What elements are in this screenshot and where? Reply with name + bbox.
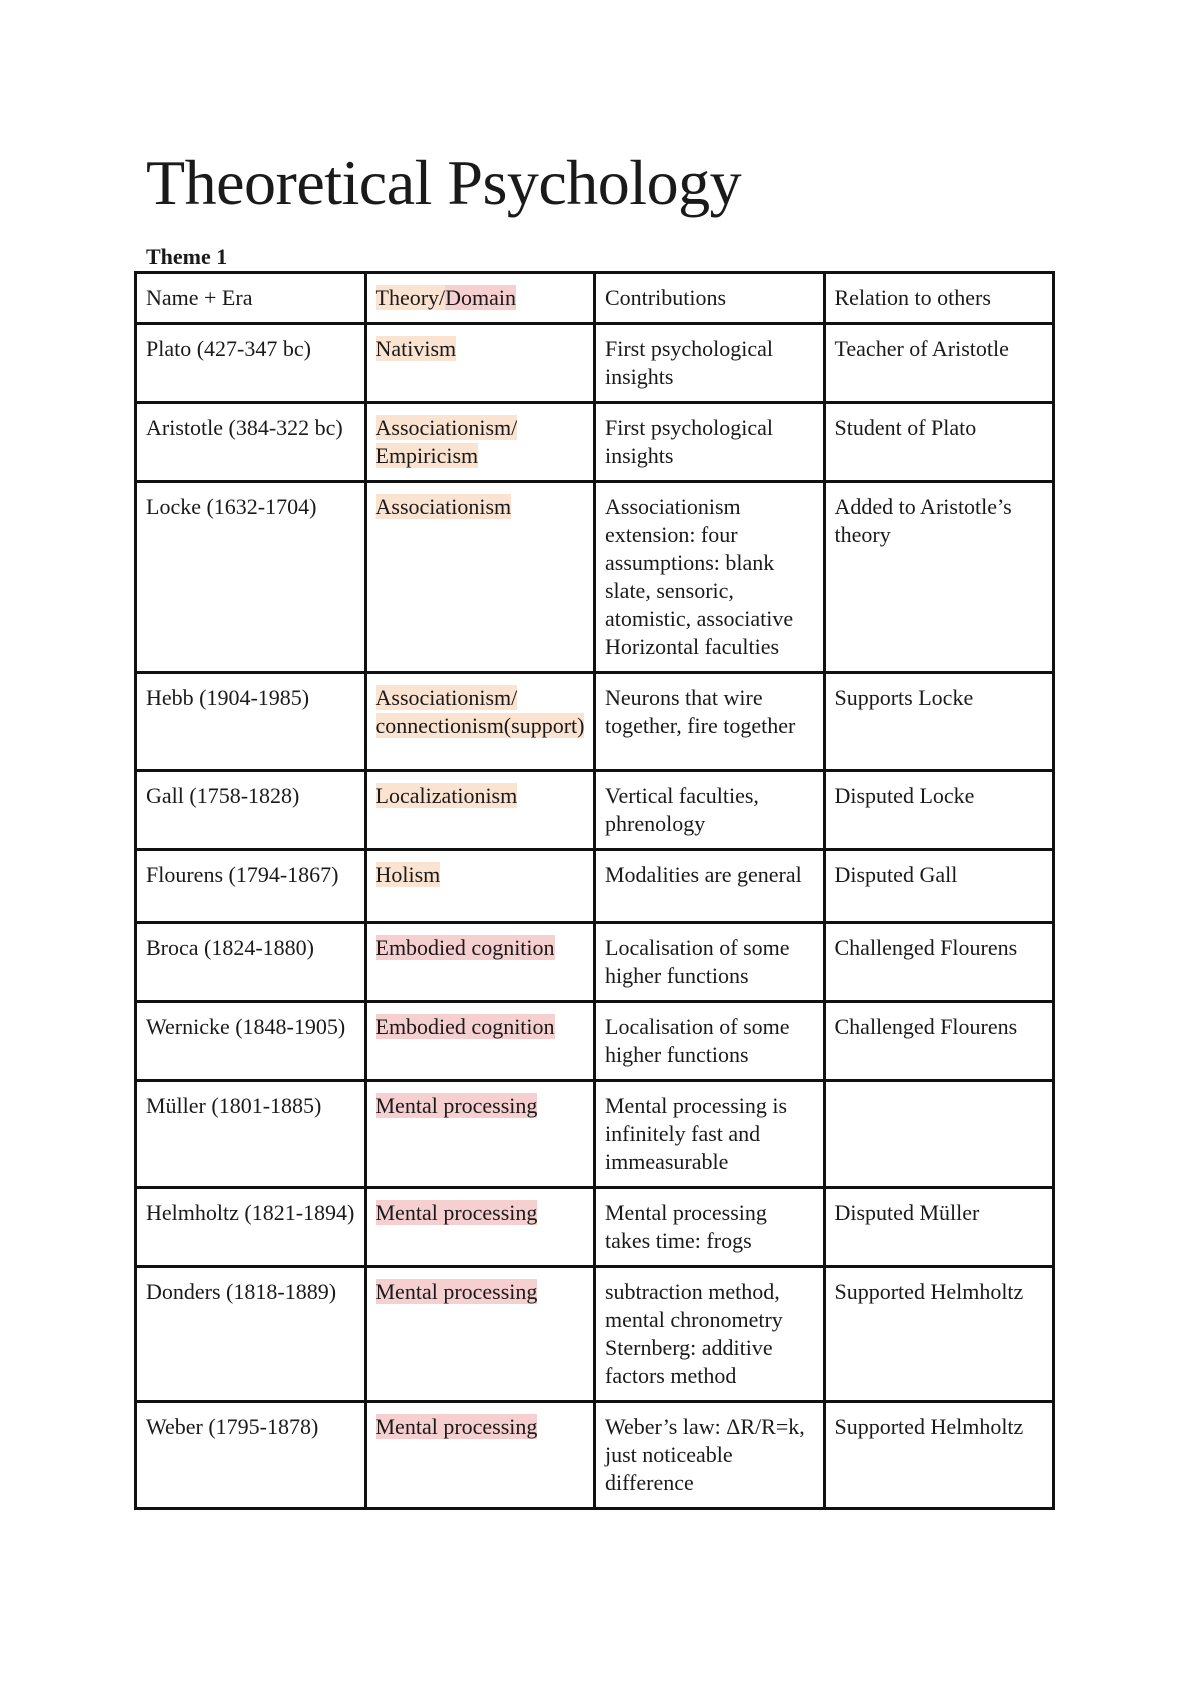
theory-highlight: Mental processing (375, 1279, 538, 1304)
table-row (136, 1081, 1054, 1188)
header-theory-highlight: Theory/ (375, 285, 446, 310)
cell-theory (365, 850, 595, 923)
cell-contributions: Mental processing takes time: frogs (595, 1188, 825, 1267)
cell-relation (824, 1081, 1054, 1188)
cell-theory (365, 771, 595, 850)
cell-name: Donders (1818-1889) (136, 1267, 366, 1402)
cell-theory (365, 1081, 595, 1188)
theory-highlight: Embodied cognition (375, 935, 555, 960)
table-header-row (136, 273, 1054, 324)
cell-contributions: Modalities are general (595, 850, 825, 923)
theory-highlight: Associationism/ Empiricism (375, 415, 518, 468)
header-relation: Relation to others (824, 273, 1054, 324)
cell-contributions: Neurons that wire together, fire together (595, 673, 825, 771)
header-domain-highlight: Domain (445, 285, 517, 310)
cell-relation: Added to Aristotle’s theory (824, 482, 1054, 673)
psychology-table (134, 271, 1055, 1510)
cell-relation: Disputed Locke (824, 771, 1054, 850)
cell-name: Aristotle (384-322 bc) (136, 403, 366, 482)
cell-contributions: Localisation of some higher functions (595, 1002, 825, 1081)
cell-contributions: subtraction method, mental chronometry Sternberg: additive factors method (595, 1267, 825, 1402)
table-row (136, 923, 1054, 1002)
cell-relation: Challenged Flourens (824, 1002, 1054, 1081)
theory-highlight: Mental processing (375, 1200, 538, 1225)
cell-name: Weber (1795-1878) (136, 1402, 366, 1509)
page-title: Theoretical Psychology (146, 147, 742, 218)
theory-highlight: Localizationism (375, 783, 518, 808)
theory-highlight: Embodied cognition (375, 1014, 555, 1039)
theory-highlight: Nativism (375, 336, 457, 361)
header-contributions: Contributions (595, 273, 825, 324)
cell-name: Wernicke (1848-1905) (136, 1002, 366, 1081)
cell-theory (365, 403, 595, 482)
header-name-era: Name + Era (136, 273, 366, 324)
cell-relation: Supported Helmholtz (824, 1267, 1054, 1402)
theory-highlight: Associationism (375, 494, 512, 519)
table-row (136, 771, 1054, 850)
cell-relation: Challenged Flourens (824, 923, 1054, 1002)
cell-contributions: Associationism extension: four assumptions: blank slate, sensoric, atomistic, associative Horizontal faculties (595, 482, 825, 673)
table-row (136, 673, 1054, 771)
cell-contributions: Localisation of some higher functions (595, 923, 825, 1002)
table-row (136, 403, 1054, 482)
cell-name: Gall (1758-1828) (136, 771, 366, 850)
cell-theory (365, 1188, 595, 1267)
theory-highlight: Mental processing (375, 1093, 538, 1118)
cell-relation: Teacher of Aristotle (824, 324, 1054, 403)
table-row (136, 1188, 1054, 1267)
header-theory-domain (365, 273, 595, 324)
cell-theory (365, 1402, 595, 1509)
cell-relation: Disputed Gall (824, 850, 1054, 923)
cell-contributions: First psychological insights (595, 324, 825, 403)
cell-relation: Student of Plato (824, 403, 1054, 482)
cell-contributions: Mental processing is infinitely fast and immeasurable (595, 1081, 825, 1188)
table-row (136, 1002, 1054, 1081)
cell-theory (365, 923, 595, 1002)
cell-relation: Supported Helmholtz (824, 1402, 1054, 1509)
section-heading: Theme 1 (146, 244, 228, 269)
table-row (136, 324, 1054, 403)
cell-relation: Supports Locke (824, 673, 1054, 771)
cell-theory (365, 482, 595, 673)
cell-theory (365, 1002, 595, 1081)
cell-name: Plato (427-347 bc) (136, 324, 366, 403)
cell-contributions: Vertical faculties, phrenology (595, 771, 825, 850)
cell-name: Broca (1824-1880) (136, 923, 366, 1002)
cell-name: Hebb (1904-1985) (136, 673, 366, 771)
table-row (136, 850, 1054, 923)
theory-highlight: Associationism/ connectionism(support) (375, 685, 585, 738)
cell-relation: Disputed Müller (824, 1188, 1054, 1267)
cell-name: Helmholtz (1821-1894) (136, 1188, 366, 1267)
table-row (136, 482, 1054, 673)
cell-name: Müller (1801-1885) (136, 1081, 366, 1188)
cell-theory (365, 673, 595, 771)
cell-contributions: Weber’s law: ΔR/R=k, just noticeable difference (595, 1402, 825, 1509)
cell-theory (365, 1267, 595, 1402)
table-row (136, 1402, 1054, 1509)
theory-highlight: Mental processing (375, 1414, 538, 1439)
cell-name: Flourens (1794-1867) (136, 850, 366, 923)
cell-theory (365, 324, 595, 403)
cell-contributions: First psychological insights (595, 403, 825, 482)
cell-name: Locke (1632-1704) (136, 482, 366, 673)
table-row (136, 1267, 1054, 1402)
theory-highlight: Holism (375, 862, 441, 887)
